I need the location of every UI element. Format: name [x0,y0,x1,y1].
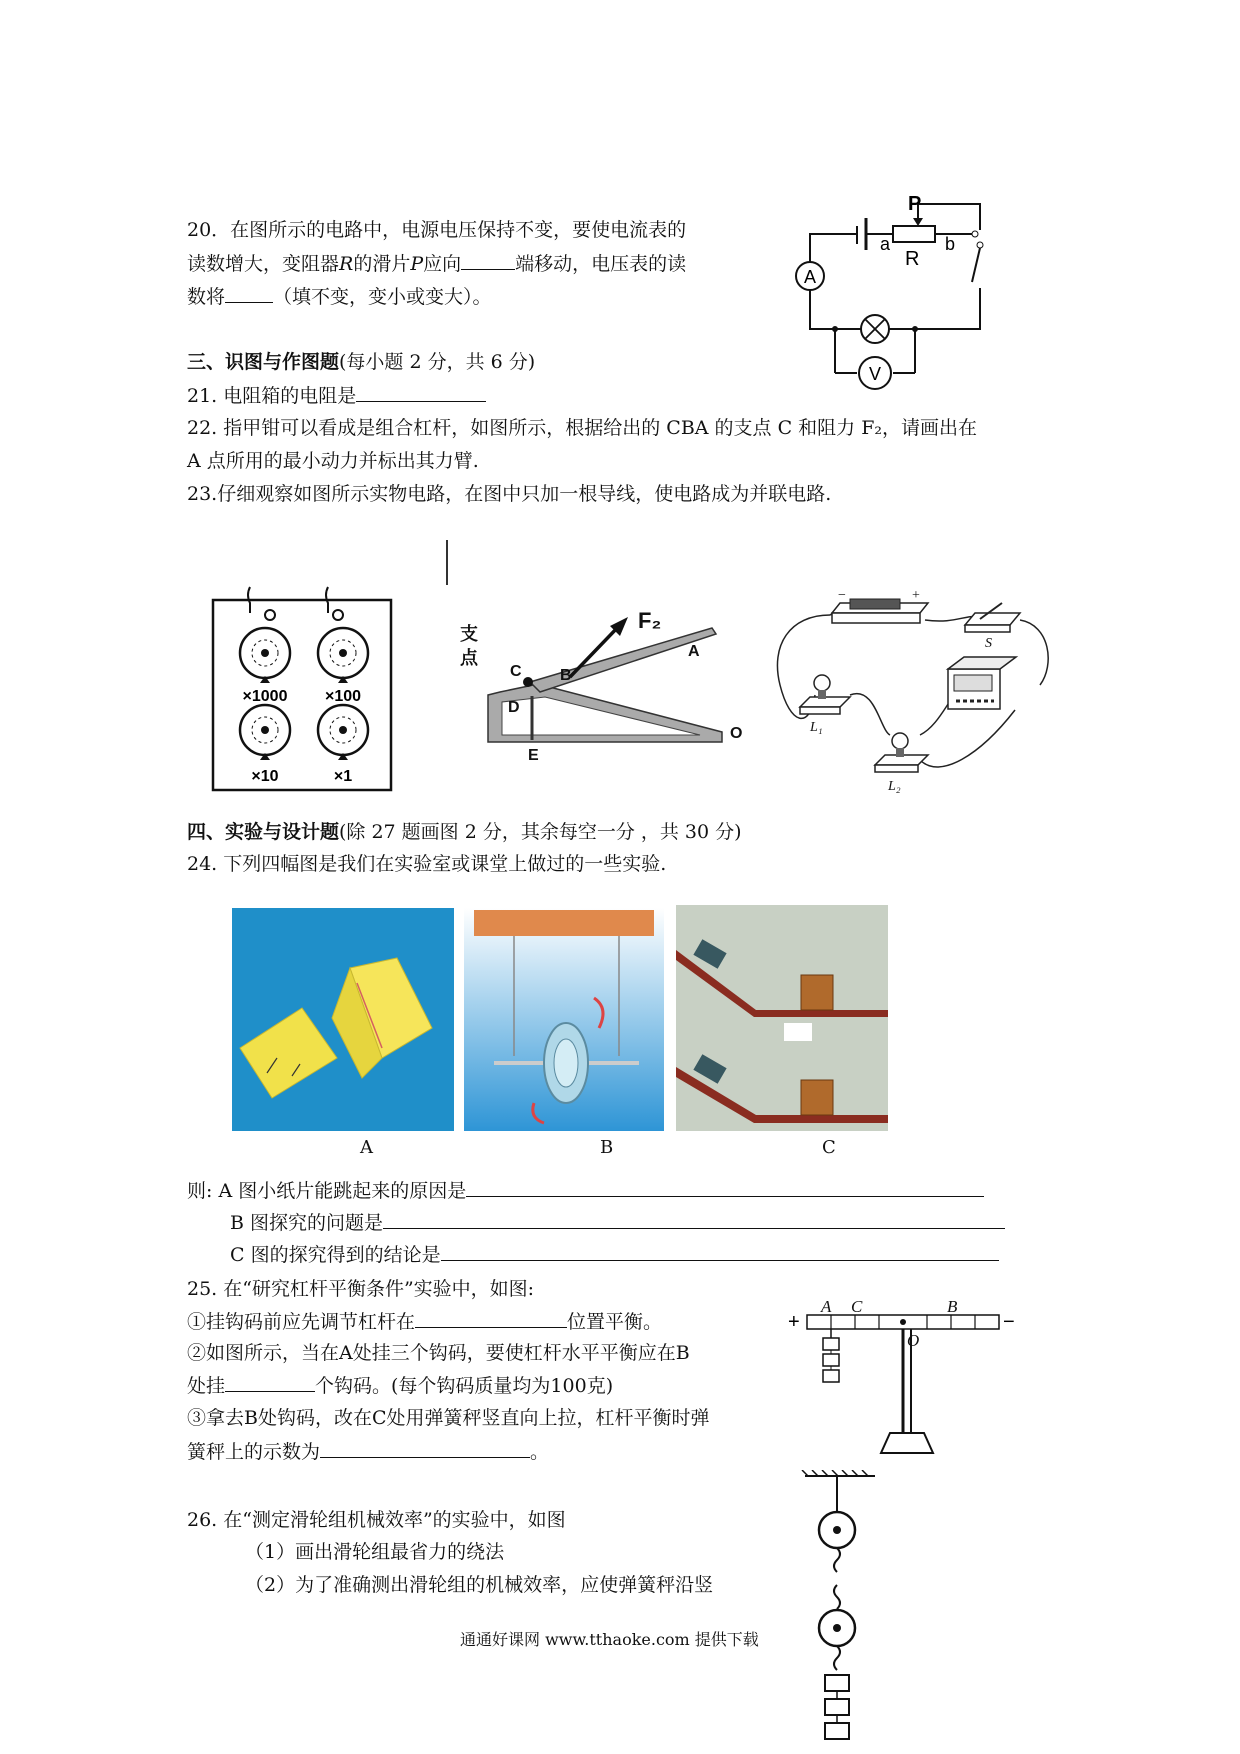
ammeter-label: A [803,267,817,287]
q20-text: 读数增大，变阻器 [187,253,340,275]
lever-pivot-o: O [907,1331,920,1350]
q24-answer-c-text: C 图的探究得到的结论是 [230,1244,441,1266]
terminal-b-label: b [945,234,956,254]
lamp-l2-label: L₂ [888,779,901,794]
q24-answer-a [187,1178,984,1203]
caption-c: C [822,1137,836,1158]
resistor-r-label: R [905,248,920,270]
caption-a: A [360,1137,373,1158]
experiment-b-image [464,908,664,1131]
q25-text: ①挂钩码前应先调节杠杆在 [187,1311,416,1333]
caption-b: B [600,1137,614,1158]
q21 [187,383,486,408]
lamp-l1-icon [800,675,850,714]
section-3-note: (每小题 2 分，共 6 分) [339,351,536,373]
q25-text: 处挂 [187,1375,226,1397]
battery-minus-label: − [838,588,846,603]
multiplier-100: ×100 [324,688,362,705]
q20-var-p: P [410,253,424,275]
q20-text: 的滑片 [353,253,411,275]
q21-blank[interactable] [356,383,486,402]
pivot-label-2: 点 [460,648,478,668]
meter-icon [948,657,1016,709]
q20-text: （填不变，变小或变大）。 [273,286,492,308]
force-f2-label: F₂ [638,608,662,633]
q24-answer-b [230,1210,1005,1235]
q24-blank-c[interactable] [441,1242,999,1261]
lever-point-c: C [851,1298,863,1316]
nail-clipper-figure [460,600,750,765]
q20-line1: 20．在图所示的电路中，电源电压保持不变，要使电流表的 [187,219,687,241]
q25-blank-count[interactable] [225,1373,315,1392]
q24-intro: 24. 下列四幅图是我们在实验室或课堂上做过的一些实验. [187,853,667,875]
q22-line1: 22. 指甲钳可以看成是组合杠杆，如图所示，根据给出的 CBA 的支点 C 和阻力 F₂，请画出在 [187,417,978,439]
q20-line3 [187,284,492,309]
lever-point-a: A [821,1298,832,1316]
q24-blank-b[interactable] [383,1210,1005,1229]
footer-text: 通通好课网 www.tthaoke.com 提供下载 [460,1630,759,1649]
multiplier-1000: ×1000 [242,688,288,705]
section-4-title: 四、实验与设计题 [187,821,340,843]
section-3-title: 三、识图与作图题 [187,351,340,373]
q25-text: 。 [530,1441,550,1463]
q25-intro: 25. 在“研究杠杆平衡条件”实验中，如图: [187,1278,535,1300]
lever-plus-sign: + [788,1311,800,1333]
q21-text: 21. 电阻箱的电阻是 [187,385,357,407]
lamp-l2-icon [875,733,928,772]
q25-text: 簧秤上的示数为 [187,1441,321,1463]
q25-text: 个钩码。(每个钩码质量均为100克) [315,1375,614,1397]
lever-figure [785,1298,1025,1458]
q20-text: 应向 [423,253,462,275]
q24-answer-c [230,1242,999,1267]
multiplier-1: ×1 [333,768,353,785]
point-b-label: B [560,667,572,684]
pivot-label-1: 支 [460,624,478,644]
battery-plus-label: + [912,588,920,603]
voltmeter-label: V [868,364,882,384]
q20-var-r: R [339,253,354,275]
switch-s-label: S [985,636,992,651]
point-c-label: C [510,663,522,680]
lever-point-b: B [947,1298,958,1316]
q24-answer-a-text: 则: A 图小纸片能跳起来的原因是 [187,1180,467,1202]
q25-line5 [187,1439,549,1464]
q24-blank-a[interactable] [466,1178,984,1197]
q20-text: 端移动，电压表的读 [515,253,687,275]
q26-intro: 26. 在“测定滑轮组机械效率”的实验中，如图 [187,1509,566,1531]
q24-answer-b-text: B 图探究的问题是 [230,1212,384,1234]
q20-blank-direction[interactable] [461,251,515,270]
lamp-l1-label: L₁ [810,720,823,735]
q25-blank-reading[interactable] [320,1439,530,1458]
q25-blank-position[interactable] [415,1309,567,1328]
point-e-label: E [528,747,539,764]
q23: 23.仔细观察如图所示实物电路，在图中只加一根导线，使电路成为并联电路. [187,483,832,505]
q20-text: 数将 [187,286,226,308]
point-a-label: A [688,643,700,660]
q26-line2: （2）为了准确测出滑轮组的机械效率，应使弹簧秤沿竖 [245,1574,714,1596]
q25-line1 [187,1309,662,1334]
q25-line2: ②如图所示，当在A处挂三个钩码，要使杠杆水平平衡应在B [187,1342,690,1364]
pulley-system-figure [800,1470,885,1750]
multiplier-10: ×10 [251,768,279,785]
switch-icon [965,603,1020,632]
resistance-box-figure [210,585,395,795]
experiment-c-image [676,905,888,1131]
q20-circuit-diagram [780,188,1000,393]
experiment-a-image [232,908,454,1131]
q25-line4: ③拿去B处钩码，改在C处用弹簧秤竖直向上拉，杠杆平衡时弹 [187,1407,710,1429]
q25-line3 [187,1373,613,1398]
section-4-note: (除 27 题画图 2 分，其余每空一分 ，共 30 分) [339,821,742,843]
q25-text: 位置平衡。 [567,1311,663,1333]
stray-mark [446,540,448,585]
real-circuit-figure [770,585,1060,800]
q20-blank-voltmeter[interactable] [225,284,273,303]
terminal-a-label: a [880,234,891,254]
section-4-heading [187,820,742,844]
point-d-label: D [508,699,520,716]
section-3-heading [187,350,535,374]
lever-minus-sign: − [1003,1311,1015,1333]
q22-line2: A 点所用的最小动力并标出其力臂. [187,450,479,472]
q26-line1: （1）画出滑轮组最省力的绕法 [245,1541,505,1563]
slider-p-label: P [908,193,922,215]
q20-line2 [187,251,686,276]
point-o-label: O [730,725,743,742]
